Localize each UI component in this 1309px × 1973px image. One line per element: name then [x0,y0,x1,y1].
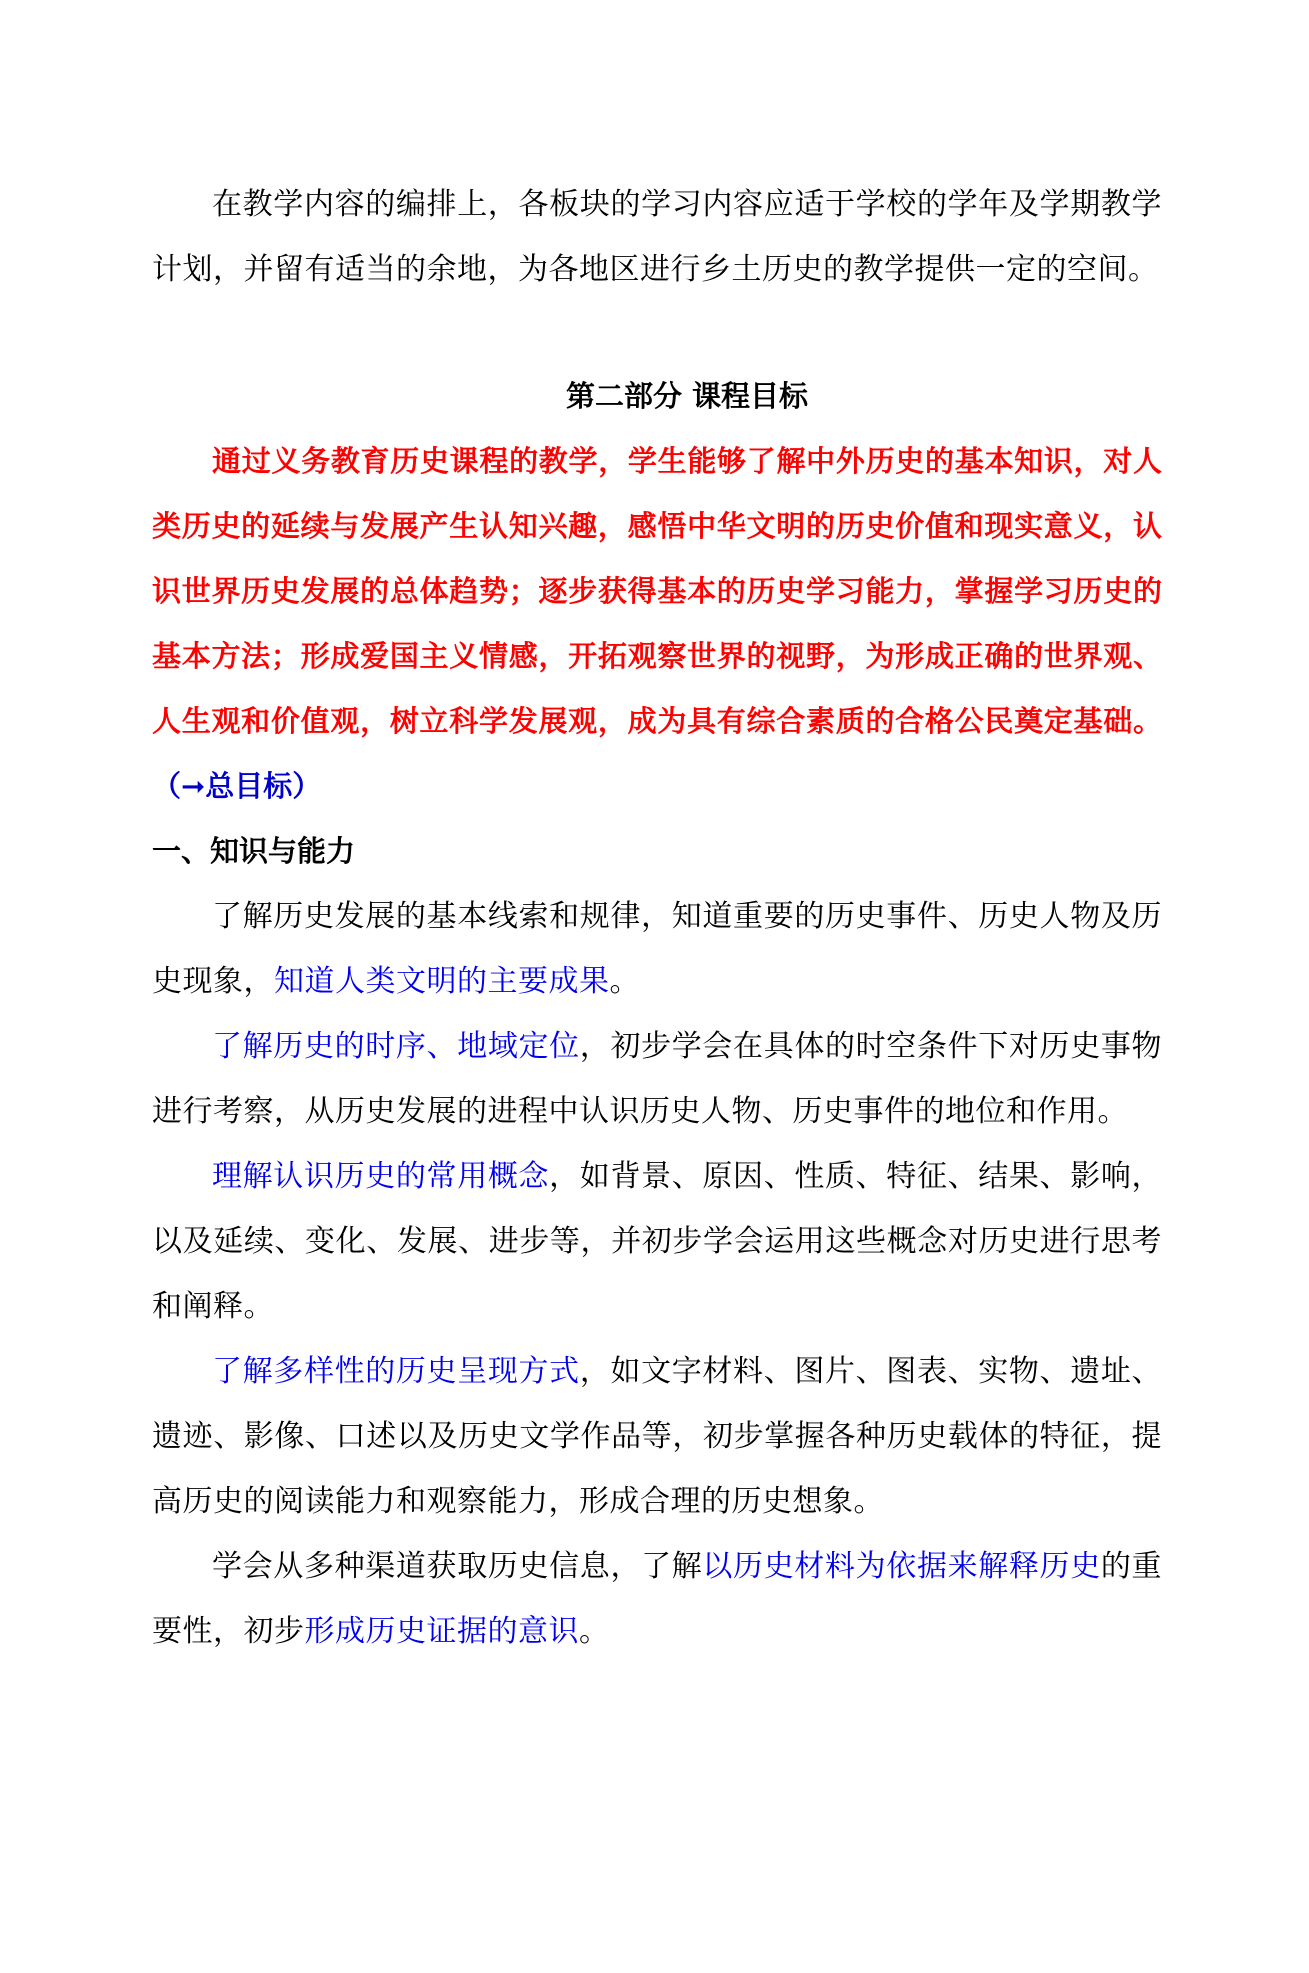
paragraph-5-lead: 学会从多种渠道获取历史信息，了解 [212,1549,703,1584]
paragraph-1 [152,884,1162,1014]
paragraph-5-highlight-2: 形成历史证据的意识 [304,1614,579,1649]
paragraph-5-mid: 的重要性，初步 [152,1549,1163,1649]
paragraph-2 [152,1014,1162,1144]
paragraph-5-highlight: 以历史材料为依据来解释历史 [702,1549,1101,1584]
paragraph-3 [152,1144,1162,1339]
paragraph-1-highlight: 知道人类文明的主要成果 [274,964,610,999]
intro-paragraph: 在教学内容的编排上，各板块的学习内容应适于学校的学年及学期教学计划，并留有适当的余地，为各地区进行乡土历史的教学提供一定的空间。 [152,187,1162,287]
section-heading-knowledge-ability: 一、知识与能力 [152,834,356,868]
part-title: 第二部分 课程目标 [565,379,809,413]
paragraph-4-tail: ，如文字材料、图片、图表、实物、遗址、遗迹、影像、口述以及历史文学作品等，初步掌握各种历史载体的特征，提高历史的阅读能力和观察能力，形成合理的历史想象。 [152,1354,1163,1519]
overall-goal-text: 通过义务教育历史课程的教学，学生能够了解中外历史的基本知识，对人类历史的延续与发展产生认知兴趣，感悟中华文明的历史价值和现实意义，认识世界历史发展的总体趋势；逐步获得基本的历史学习能力，掌握学习历史的基本方法；形成爱国主义情感，开拓观察世界的视野，为形成正确的世界观、人生观和价值观，树立科学发展观，成为具有综合素质的合格公民奠定基础。 [152,444,1162,738]
overall-goal-paragraph [152,429,1162,819]
overall-goal-note: （➞总目标） [152,769,322,803]
paragraph-4 [152,1339,1162,1534]
paragraph-3-tail: ，如背景、原因、性质、特征、结果、影响，以及延续、变化、发展、进步等，并初步学会运用这些概念对历史进行思考和阐释。 [152,1159,1163,1324]
paragraph-2-tail: ，初步学会在具体的时空条件下对历史事物进行考察，从历史发展的进程中认识历史人物、历史事件的地位和作用。 [152,1029,1163,1129]
paragraph-1-lead: 了解历史发展的基本线索和规律，知道重要的历史事件、历史人物及历史现象， [152,899,1162,999]
paragraph-2-highlight: 了解历史的时序、地域定位 [212,1029,580,1064]
document-page [152,172,1162,1664]
paragraph-4-highlight: 了解多样性的历史呈现方式 [212,1354,580,1389]
paragraph-5 [152,1534,1162,1664]
paragraph-5-tail: 。 [579,1614,610,1649]
paragraph-1-tail: 。 [609,964,640,999]
paragraph-3-highlight: 理解认识历史的常用概念 [212,1159,550,1194]
